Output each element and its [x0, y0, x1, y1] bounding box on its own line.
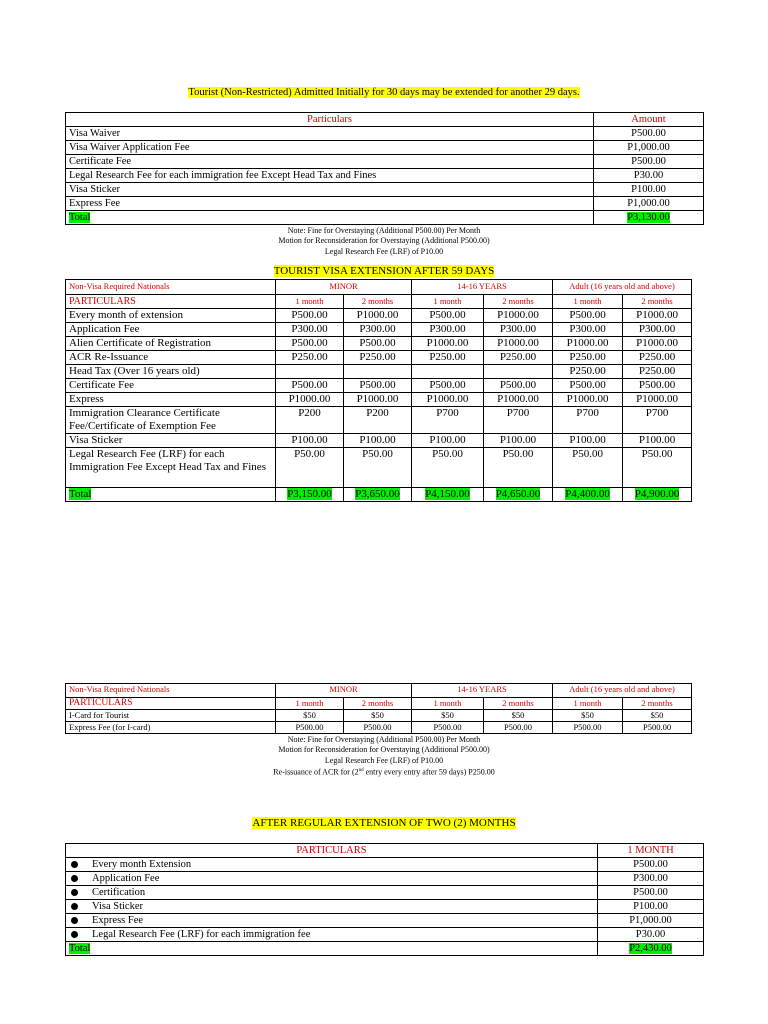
list-item: Visa Sticker P100.00	[66, 900, 704, 914]
list-item: Express Fee P1,000.00	[66, 914, 704, 928]
acr-reissuance-note: Re-issuance of ACR for (2nd entry every entry after 59 days) P250.00	[273, 767, 495, 777]
table-row: Alien Certificate of Registration P500.00 P500.00 P1000.00 P1000.00 P1000.00 P1000.00	[66, 337, 692, 351]
sub-header: PARTICULARS 1 month 2 months 1 month 2 months 1 month 2 months	[66, 698, 692, 710]
group-header: Non-Visa Required Nationals MINOR 14-16 YEARS Adult (16 years old and above)	[66, 684, 692, 698]
bullet-icon	[71, 875, 78, 882]
table-row: Legal Research Fee (LRF) for each Immigration Fee Except Head Tax and Fines P50.00 P50.00 P50.00 P50.00 P50.00 P50.00	[66, 448, 692, 488]
table-row: Express Fee P1,000.00	[66, 197, 704, 211]
total-row: Total P3,150.00 P3,650.00 P4,150.00 P4,650.00 P4,400.00 P4,900.00	[66, 488, 692, 502]
table-header: PARTICULARS 1 MONTH	[66, 844, 704, 858]
section2-table	[65, 279, 692, 502]
group-header: Non-Visa Required Nationals MINOR 14-16 YEARS Adult (16 years old and above)	[66, 280, 692, 295]
bullet-icon	[71, 861, 78, 868]
table-row: Head Tax (Over 16 years old) P250.00 P250.00	[66, 365, 692, 379]
section3-notes: Note: Fine for Overstaying (Additional P500.00) Per Month Motion for Reconsideration for Overstaying (Additional P500.00) Legal Research Fee (LRF) of P10.00 Re-issuance of ACR for (2nd entry every entry after 59 days) P250.00	[0, 735, 768, 778]
sub-header: PARTICULARS 1 month 2 months 1 month 2 months 1 month 2 months	[66, 295, 692, 309]
bullet-icon	[71, 917, 78, 924]
section4-heading: AFTER REGULAR EXTENSION OF TWO (2) MONTHS	[252, 817, 516, 829]
list-item: Application Fee P300.00	[66, 872, 704, 886]
table-row: Every month of extension P500.00 P1000.00 P500.00 P1000.00 P500.00 P1000.00	[66, 309, 692, 323]
section1-table	[65, 112, 704, 225]
list-item: Every month Extension P500.00	[66, 858, 704, 872]
table-row: ACR Re-Issuance P250.00 P250.00 P250.00 P250.00 P250.00 P250.00	[66, 351, 692, 365]
section1-notes: Note: Fine for Overstaying (Additional P500.00) Per Month Motion for Reconsideration for Overstaying (Additional P500.00) Legal Research Fee (LRF) of P10.00	[278, 226, 490, 256]
table-row: Visa Waiver P500.00	[66, 127, 704, 141]
table-row: I-Card for Tourist $50 $50 $50 $50 $50 $50	[66, 710, 692, 722]
table-row: Express Fee (for I-card) P500.00 P500.00 P500.00 P500.00 P500.00 P500.00	[66, 722, 692, 734]
table-row: Immigration Clearance Certificate Fee/Certificate of Exemption Fee P200 P200 P700 P700 P700 P700	[66, 407, 692, 434]
table-row: Visa Sticker P100.00 P100.00 P100.00 P100.00 P100.00 P100.00	[66, 434, 692, 448]
table-row: Legal Research Fee for each immigration fee Except Head Tax and Fines P30.00	[66, 169, 704, 183]
table-row: Express P1000.00 P1000.00 P1000.00 P1000.00 P1000.00 P1000.00	[66, 393, 692, 407]
list-item: Legal Research Fee (LRF) for each immigration fee P30.00	[66, 928, 704, 942]
section2-heading: TOURIST VISA EXTENSION AFTER 59 DAYS	[273, 265, 495, 277]
section4-table	[65, 843, 704, 956]
section3-table	[65, 683, 692, 734]
table-header: Particulars Amount	[66, 113, 704, 127]
list-item: Certification P500.00	[66, 886, 704, 900]
table-row: Application Fee P300.00 P300.00 P300.00 P300.00 P300.00 P300.00	[66, 323, 692, 337]
table-row: Certificate Fee P500.00 P500.00 P500.00 P500.00 P500.00 P500.00	[66, 379, 692, 393]
bullet-icon	[71, 903, 78, 910]
table-row: Certificate Fee P500.00	[66, 155, 704, 169]
section1-heading: Tourist (Non-Restricted) Admitted Initially for 30 days may be extended for another 29 days.	[188, 87, 580, 98]
table-row: Visa Sticker P100.00	[66, 183, 704, 197]
total-row: Total P3,130.00	[66, 211, 704, 225]
bullet-icon	[71, 889, 78, 896]
bullet-icon	[71, 931, 78, 938]
table-row: Visa Waiver Application Fee P1,000.00	[66, 141, 704, 155]
total-row: Total P2,430.00	[66, 942, 704, 956]
